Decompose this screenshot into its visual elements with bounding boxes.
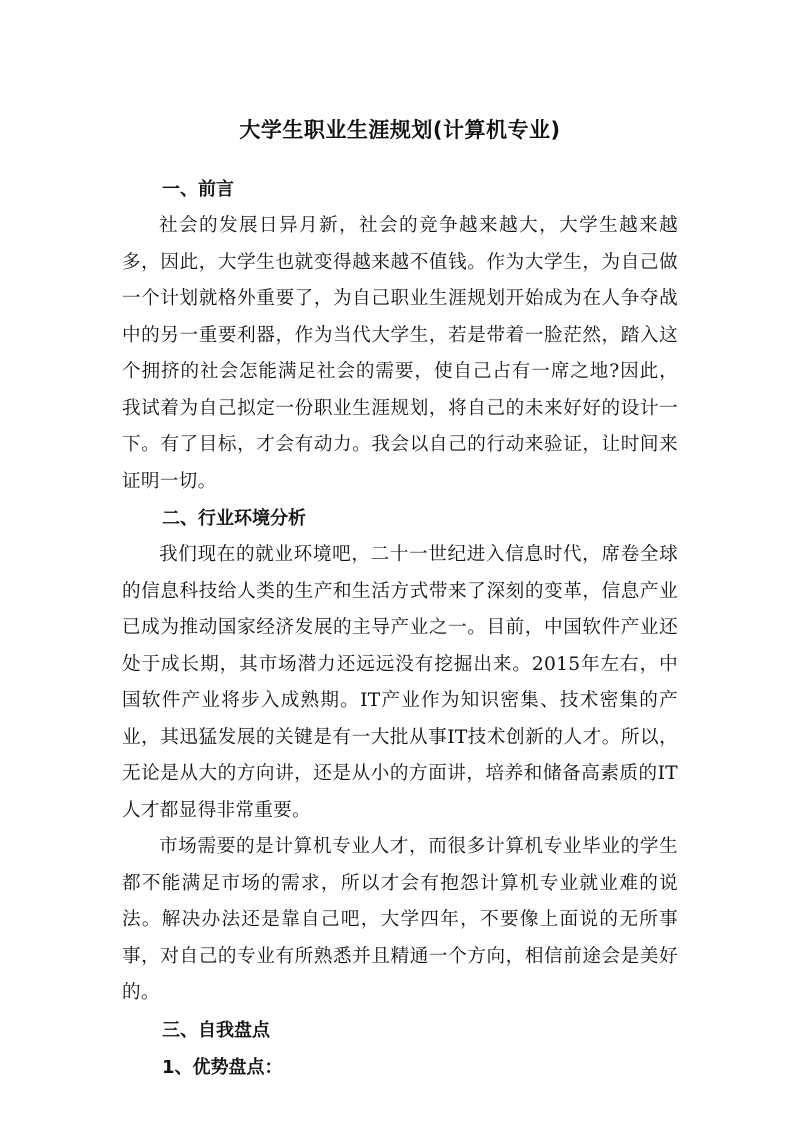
preface-paragraph: 社会的发展日异月新，社会的竞争越来越大，大学生越来越多，因此，大学生也就变得越来越不值钱。作为大学生，为自己做一个计划就格外重要了，为自己职业生涯规划开始成为在人争夺战中的另一重要利器，作为当代大学生，若是带着一脸茫然，踏入这个拥挤的社会怎能满足社会的需要，使自己占有一席之地?因此，我试着为自己拟定一份职业生涯规划，将自己的未来好好的设计一下。有了目标，才会有动力。我会以自己的行动来验证，让时间来证明一切。 xyxy=(122,215,678,492)
industry-paragraph-1: 我们现在的就业环境吧，二十一世纪进入信息时代，席卷全球的信息科技给人类的生产和生活方式带来了深刻的变革，信息产业已成为推动国家经济发展的主导产业之一。目前，中国软件产业还处于成长期，其市场潜力还远远没有挖掘出来。2015年左右，中国软件产业将步入成熟期。IT产业作为知识密集、技术密集的产业，其迅猛发展的关键是有一大批从事IT技术创新的人才。所以，无论是从大的方向讲，还是从小的方面讲，培养和储备高素质的IT人才都显得非常重要。 xyxy=(122,544,678,821)
document-title: 大学生职业生涯规划(计算机专业) xyxy=(239,118,561,142)
section-heading-self-assessment: 三、自我盘点 xyxy=(162,1019,270,1041)
subheading-strengths: 1、优势盘点： xyxy=(162,1056,283,1078)
section-heading-industry: 二、行业环境分析 xyxy=(162,508,306,529)
industry-paragraph-2: 市场需要的是计算机专业人才，而很多计算机专业毕业的学生都不能满足市场的需求，所以才会有抱怨计算机专业就业难的说法。解决办法还是靠自己吧，大学四年，不要像上面说的无所事事，对自己的专业有所熟悉并且精通一个方向，相信前途会是美好的。 xyxy=(122,836,678,1003)
section-heading-preface: 一、前言 xyxy=(162,179,234,200)
